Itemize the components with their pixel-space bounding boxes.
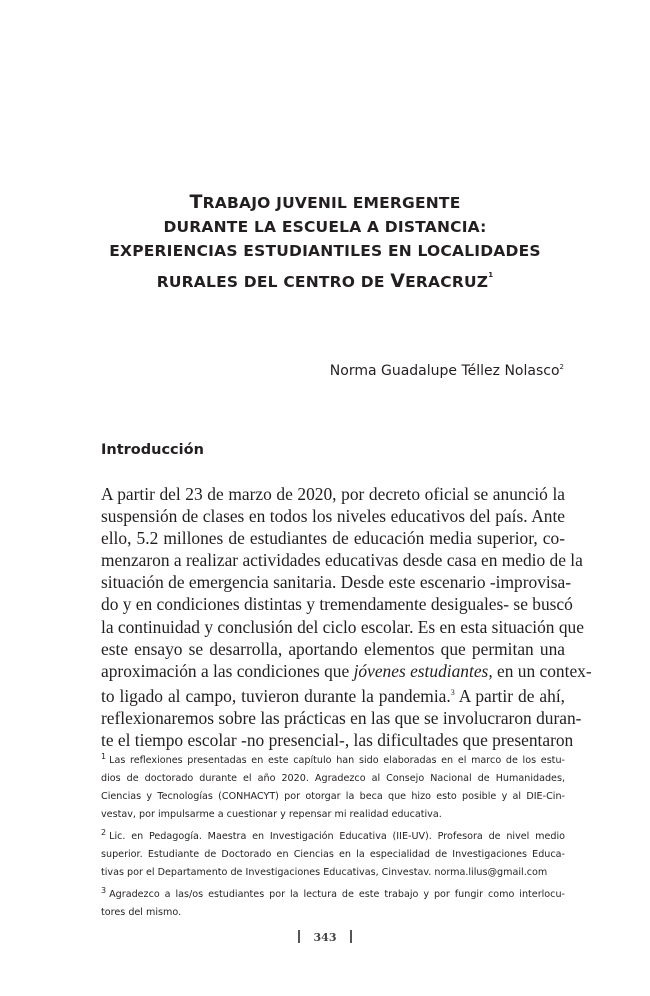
footnotes bbox=[101, 748, 565, 922]
body-line: do y en condiciones distintas y tremendamente desiguales- se buscó bbox=[101, 594, 573, 615]
body-line: menzaron a realizar actividades educativas desde casa en medio de la bbox=[101, 550, 583, 571]
italic-term: jóvenes estudiantes, bbox=[353, 660, 493, 681]
footnote-mark: 3 bbox=[101, 886, 107, 895]
body-line: este ensayo se desarrolla, aportando elementos que permitan una bbox=[101, 638, 565, 659]
page-number: 343 bbox=[0, 930, 650, 944]
footnote-mark: 2 bbox=[101, 828, 107, 837]
footnote-line: superior. Estudiante de Doctorado en Ciencias en la especialidad de Investigaciones Educa- bbox=[101, 849, 565, 860]
footnote-line: Ciencias y Tecnologías (CONHACYT) por otorgar la beca que hizo esto posible y al DIE-Cin- bbox=[101, 791, 565, 802]
body-line: situación de emergencia sanitaria. Desde este escenario -improvisa- bbox=[101, 572, 571, 593]
body-line: to ligado al campo, tuvieron durante la pandemia.$^3$ A partir de ahí, bbox=[101, 685, 565, 706]
page-number-divider-left bbox=[298, 930, 300, 943]
author-footnote-ref: 2 bbox=[559, 363, 564, 371]
title-line-2: DURANTE LA ESCUELA A DISTANCIA: bbox=[163, 218, 487, 236]
body-line: A partir del 23 de marzo de 2020, por decreto oficial se anunció la bbox=[101, 484, 565, 504]
body-line: aproximación a las condiciones que jóvenes estudiantes, en un contex- bbox=[101, 660, 592, 681]
author-name: Norma Guadalupe Téllez Nolasco$^2$ bbox=[329, 363, 564, 379]
body-paragraph bbox=[101, 483, 592, 751]
footnote-line: $^1$ Las reflexiones presentadas en este capítulo han sido elaboradas en el marco de los estu- bbox=[101, 752, 565, 766]
title-footnote-ref: 1 bbox=[488, 271, 494, 279]
body-line: ello, 5.2 millones de estudiantes de educación media superior, co- bbox=[101, 528, 565, 549]
body-line: la continuidad y conclusión del ciclo escolar. Es en esta situación que bbox=[101, 616, 584, 637]
footnote-line: tores del mismo. bbox=[101, 907, 182, 918]
section-heading: Introducción bbox=[101, 442, 204, 458]
body-line: reflexionaremos sobre las prácticas en las que se involucraron duran- bbox=[101, 707, 582, 728]
chapter-title bbox=[0, 190, 650, 294]
body-footnote-ref: 3 bbox=[450, 687, 455, 697]
title-line-1: TRABAJO JUVENIL EMERGENTE bbox=[189, 191, 461, 213]
footnote-line: $^3$ Agradezco a las/os estudiantes por la lectura de este trabajo y por fungir como interlocu- bbox=[101, 886, 565, 900]
title-line-4: RURALES DEL CENTRO DE VERACRUZ$^1$ bbox=[156, 270, 494, 292]
body-line: te el tiempo escolar -no presencial-, las dificultades que presentaron bbox=[101, 730, 574, 751]
footnote-line: vestav, por impulsarme a cuestionar y repensar mi realidad educativa. bbox=[101, 809, 442, 820]
footnote-line: tivas por el Departamento de Investigaciones Educativas, Cinvestav. norma.lilus@gmail.com bbox=[101, 867, 548, 878]
footnote-line: $^2$ Lic. en Pedagogía. Maestra en Investigación Educativa (IIE-UV). Profesora de nivel medio bbox=[101, 828, 565, 842]
body-line: suspensión de clases en todos los niveles educativos del país. Ante bbox=[101, 506, 565, 527]
footnote-line: dios de doctorado durante el año 2020. Agradezco al Consejo Nacional de Humanidades, bbox=[101, 773, 565, 784]
footnote-mark: 1 bbox=[101, 752, 107, 761]
title-line-3: EXPERIENCIAS ESTUDIANTILES EN LOCALIDADES bbox=[109, 242, 541, 260]
page-number-divider-right bbox=[350, 930, 352, 943]
